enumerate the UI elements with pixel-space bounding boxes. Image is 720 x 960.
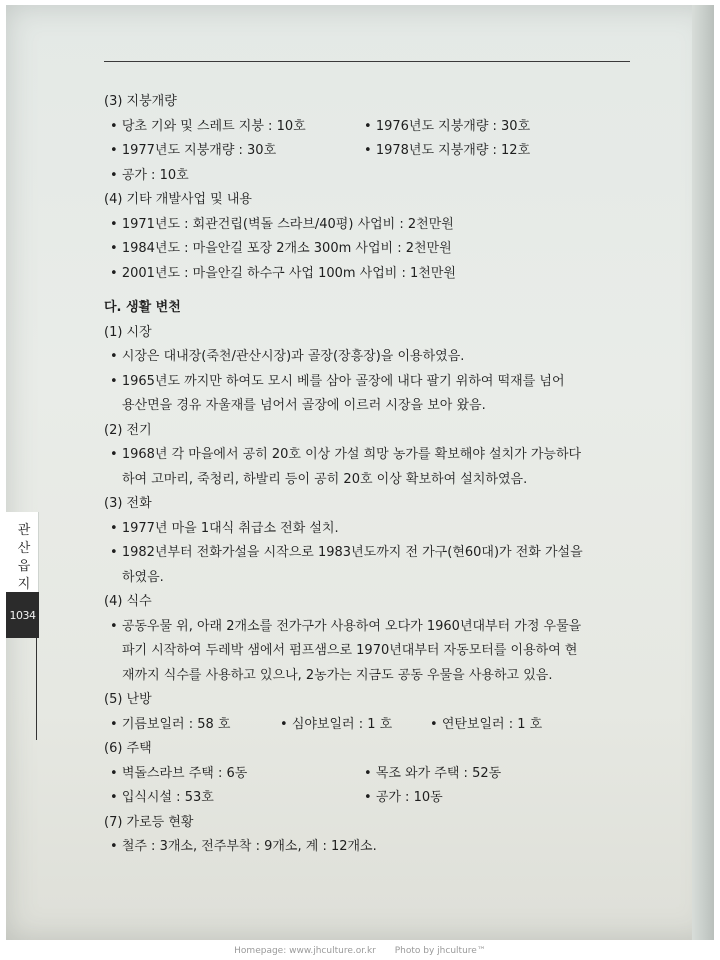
list-item: • 1982년부터 전화가설을 시작으로 1983년도까지 전 가구(현60대)가 전화 가설을: [110, 545, 583, 560]
phone-heading: (3) 전화: [104, 496, 152, 511]
housing-row-1: [104, 762, 644, 787]
list-item-continued: 파기 시작하여 두레박 샘에서 펌프샘으로 1970년대부터 자동모터를 이용하여 현: [122, 643, 578, 658]
life-heading: 다. 생활 변천: [104, 300, 181, 315]
side-tab-line: [36, 638, 37, 740]
list-item: • 시장은 대내장(죽천/관산시장)과 골장(장흥장)을 이용하였음.: [110, 349, 465, 364]
list-item: • 1965년도 까지만 하여도 모시 베를 삼아 골장에 내다 팔기 위하여 떡재를 넘어: [110, 373, 565, 389]
list-item: • 기름보일러 : 58 호: [110, 716, 231, 732]
list-item: • 공동우물 위, 아래 2개소를 전가구가 사용하여 오다가 1960년대부터 가정 우물을: [110, 618, 582, 634]
housing-heading: (6) 주택: [104, 741, 152, 756]
heating-row: [104, 713, 644, 738]
list-item: • 1971년도 : 회관건립(벽돌 스라브/40평) 사업비 : 2천만원: [110, 216, 454, 232]
list-item: • 1976년도 지붕개량 : 30호: [364, 118, 531, 134]
heating-heading: (5) 난방: [104, 692, 152, 707]
side-tab-label: 관산읍지: [17, 523, 31, 592]
roof-row-2: [104, 139, 644, 164]
list-item: • 1977년도 지붕개량 : 30호: [110, 143, 277, 158]
list-item: • 입식시설 : 53호: [110, 790, 214, 805]
list-item: • 1968년 각 마을에서 공히 20호 이상 가설 희망 농가를 확보해야 설치가 가능하다: [110, 447, 582, 462]
list-item: • 2001년도 : 마을안길 하수구 사업 100m 사업비 : 1천만원: [110, 265, 456, 281]
list-item: • 목조 와가 주택 : 52동: [364, 765, 502, 781]
list-item-continued: 용산면을 경유 자울재를 넘어서 골장에 이르러 시장을 보아 왔음.: [122, 398, 486, 413]
electric-heading: (2) 전기: [104, 422, 152, 438]
side-tab: [6, 512, 39, 740]
list-item-continued: 재까지 식수를 사용하고 있으나, 2농가는 지금도 공동 우물을 사용하고 있음.: [122, 667, 553, 683]
list-item: • 벽돌스라브 주택 : 6동: [110, 765, 248, 781]
page-edge: [692, 5, 714, 940]
footer: [0, 942, 720, 960]
roof-heading: (3) 지붕개량: [104, 94, 177, 109]
roof-row-3: [104, 164, 644, 189]
footer-photo-credit: Photo by jhculture™: [394, 946, 486, 956]
list-item: • 1978년도 지붕개량 : 12호: [364, 143, 531, 158]
list-item: • 연탄보일러 : 1 호: [430, 716, 543, 732]
market-heading: (1) 시장: [104, 324, 152, 340]
water-heading: (4) 식수: [104, 594, 152, 609]
top-rule: [104, 61, 630, 62]
list-item: • 철주 : 3개소, 전주부착 : 9개소, 계 : 12개소.: [110, 839, 377, 854]
footer-homepage[interactable]: Homepage: www.jhculture.or.kr: [234, 946, 376, 956]
page-number: 1034: [9, 608, 36, 622]
streetlight-heading: (7) 가로등 현황: [104, 814, 194, 830]
list-item: • 1977년 마을 1대식 취급소 전화 설치.: [110, 520, 339, 536]
list-item: • 심야보일러 : 1 호: [280, 716, 393, 732]
list-item-continued: 하였음.: [122, 569, 164, 585]
list-item: • 1984년도 : 마을안길 포장 2개소 300m 사업비 : 2천만원: [110, 241, 452, 256]
list-item: • 공가 : 10호: [110, 167, 189, 183]
list-item: • 공가 : 10동: [364, 790, 443, 805]
side-tab-lower: [6, 592, 39, 638]
list-item: • 당초 기와 및 스레트 지붕 : 10호: [110, 118, 306, 134]
side-tab-upper: [6, 512, 39, 592]
page-content: [104, 90, 644, 860]
other-heading: (4) 기타 개발사업 및 내용: [104, 192, 252, 207]
list-item-continued: 하여 고마리, 죽청리, 하발리 등이 공히 20호 이상 확보하여 설치하였음.: [122, 471, 528, 487]
roof-row-1: [104, 115, 644, 140]
housing-row-2: [104, 786, 644, 811]
